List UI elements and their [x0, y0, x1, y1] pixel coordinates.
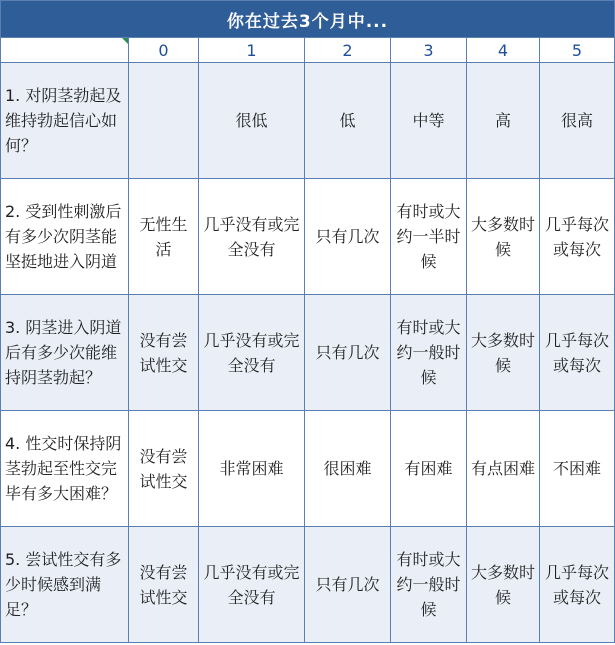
answer-option — [129, 63, 199, 179]
score-header: 5 — [540, 38, 615, 63]
answer-option: 只有几次 — [305, 179, 391, 295]
answer-option: 不困难 — [540, 411, 615, 527]
answer-option: 有时或大约一半时候 — [391, 179, 467, 295]
answer-option: 有点困难 — [467, 411, 540, 527]
answer-option: 有时或大约一般时候 — [391, 295, 467, 411]
answer-option: 几乎每次或每次 — [540, 527, 615, 643]
answer-option: 大多数时候 — [467, 295, 540, 411]
question-row — [1, 411, 615, 527]
question-text: 4. 性交时保持阴茎勃起至性交完毕有多大困难？ — [1, 411, 129, 527]
answer-option: 无性生活 — [129, 179, 199, 295]
corner-cell — [1, 38, 129, 63]
title-row — [1, 1, 615, 38]
score-header: 2 — [305, 38, 391, 63]
answer-option: 非常困难 — [199, 411, 305, 527]
answer-option: 很低 — [199, 63, 305, 179]
question-text: 1. 对阴茎勃起及维持勃起信心如何？ — [1, 63, 129, 179]
question-row — [1, 63, 615, 179]
answer-option: 很高 — [540, 63, 615, 179]
answer-option: 有时或大约一般时候 — [391, 527, 467, 643]
score-header-row — [1, 38, 615, 63]
answer-option: 高 — [467, 63, 540, 179]
score-header: 0 — [129, 38, 199, 63]
question-row — [1, 527, 615, 643]
answer-option: 几乎每次或每次 — [540, 179, 615, 295]
score-header: 4 — [467, 38, 540, 63]
answer-option: 几乎每次或每次 — [540, 295, 615, 411]
answer-option: 没有尝试性交 — [129, 411, 199, 527]
question-row — [1, 295, 615, 411]
score-header: 1 — [199, 38, 305, 63]
answer-option: 有困难 — [391, 411, 467, 527]
answer-option: 几乎没有或完全没有 — [199, 179, 305, 295]
score-header: 3 — [391, 38, 467, 63]
answer-option: 大多数时候 — [467, 179, 540, 295]
question-text: 3. 阴茎进入阴道后有多少次能维持阴茎勃起？ — [1, 295, 129, 411]
answer-option: 中等 — [391, 63, 467, 179]
question-text: 5. 尝试性交有多少时候感到满足？ — [1, 527, 129, 643]
answer-option: 只有几次 — [305, 295, 391, 411]
answer-option: 只有几次 — [305, 527, 391, 643]
answer-option: 低 — [305, 63, 391, 179]
answer-option: 没有尝试性交 — [129, 527, 199, 643]
cell-corner-mark — [122, 38, 128, 44]
question-row — [1, 179, 615, 295]
answer-option: 几乎没有或完全没有 — [199, 295, 305, 411]
question-text: 2. 受到性刺激后有多少次阴茎能坚挺地进入阴道 — [1, 179, 129, 295]
answer-option: 大多数时候 — [467, 527, 540, 643]
answer-option: 很困难 — [305, 411, 391, 527]
table-title: 你在过去3个月中... — [1, 1, 615, 38]
answer-option: 没有尝试性交 — [129, 295, 199, 411]
answer-option: 几乎没有或完全没有 — [199, 527, 305, 643]
